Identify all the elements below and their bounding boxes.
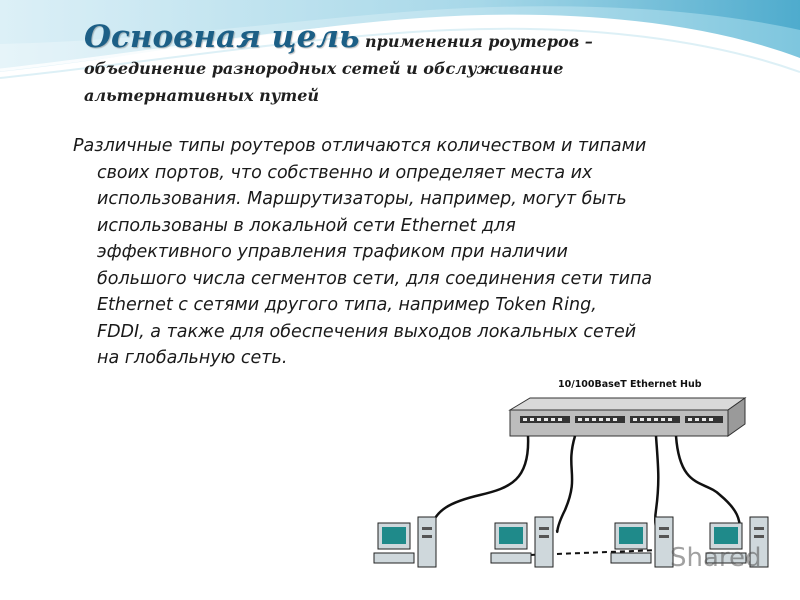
body-line: большого числа сегментов сети, для соединения сети типа — [97, 268, 653, 289]
network-cables — [430, 436, 740, 535]
body-line: своих портов, что собственно и определяет места их — [97, 162, 593, 183]
watermark-text: Shared — [670, 543, 762, 573]
body-line: эффективного управления трафиком при наличии — [97, 242, 568, 262]
title-rest: применения роутеров – — [359, 32, 593, 51]
body-line: использованы в локальной сети Ethernet для — [97, 215, 516, 236]
computer-icon — [491, 517, 553, 567]
title-emphasis: Основная цель — [84, 19, 360, 55]
title-line-3: альтернативных путей — [84, 86, 320, 105]
computer-icon — [374, 517, 436, 567]
hub-label: 10/100BaseT Ethernet Hub — [558, 379, 702, 390]
body-line: FDDI, а также для обеспечения выходов локальных сетей — [97, 321, 637, 342]
body-line: Ethernet с сетями другого типа, например Token Ring, — [97, 295, 597, 315]
title-line-2: объединение разнородных сетей и обслуживание — [84, 59, 564, 78]
hub-icon — [510, 398, 745, 436]
network-diagram — [360, 370, 780, 600]
computer-icon — [611, 517, 673, 567]
slide-title — [84, 19, 724, 109]
body-paragraph — [73, 133, 735, 372]
body-line: использования. Маршрутизаторы, например, могут быть — [97, 189, 627, 209]
body-line: Различные типы роутеров отличаются количеством и типами — [73, 136, 647, 156]
body-line: на глобальную сеть. — [97, 348, 288, 368]
